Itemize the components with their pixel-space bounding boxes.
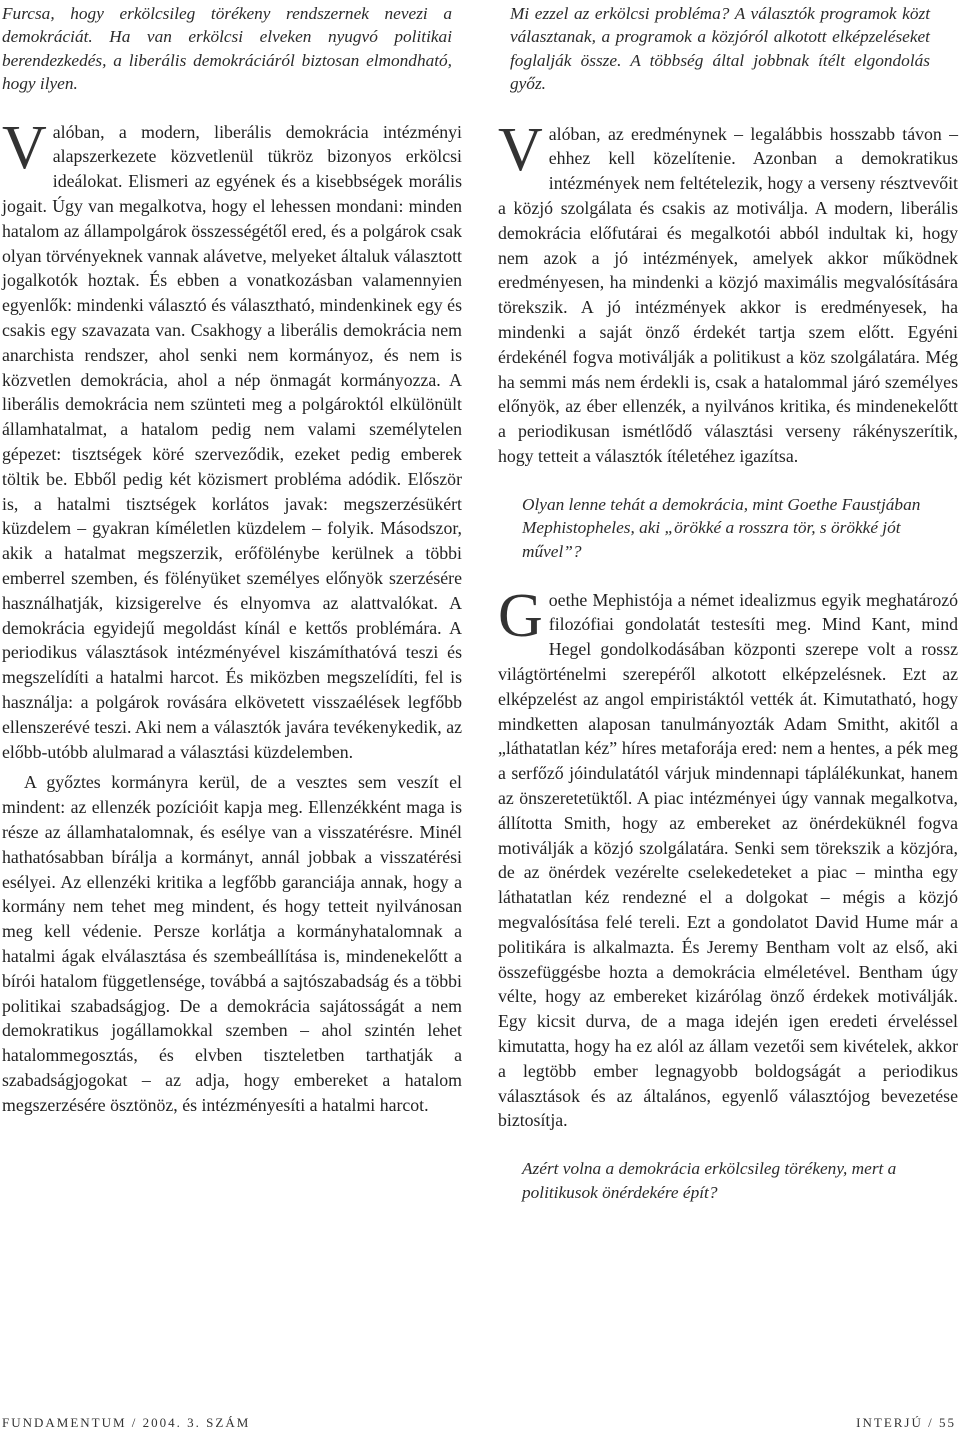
question: Olyan lenne tehát a demokrácia, mint Goethe Faustjában Mephistopheles, aki „örökké a rosszra tör, s örökké jót művel”? xyxy=(522,494,921,561)
left-column xyxy=(2,2,462,1118)
answer-text: oethe Mephistója a német idealizmus egyik meghatározó filozófiai gondolatát testesíti meg. Mind Kant, mind Hegel gondolkodásában központi szerepe volt a rossz világtörténelmi szerepéről alkotott elképzelésnek. Ezt az elképzelést az angol empiristáktól vették át. Kimutatható, hogy mindketten alaposan tanulmányozták Adam Smitht, akitől a „láthatatlan kéz” híres metaforája ered: nem a hentes, a pék meg a serfőző jóindulatától várjuk mindennapi táplálékunkat, hanem az önszeretetüktől. A piac intézményei úgy vannak megalkotva, állította Smith, hogy az embereket az önérdeküknél fogva motiválják a közjó szolgálatára. Senki sem törekszik a közjóra, de az önérdek vezérelte cselekedeteket a piac – mintha egy láthatatlan kéz rendezné el a dolgokat – mégis a közjó megvalósítása felé tereli. Ezt a gondolatot David Hume már a politikára is alkalmazta. És Jeremy Bentham volt az első, aki összefüggésbe hozta a demokrácia elméletével. Bentham úgy vélte, hogy az embereket kizárólag önző érdekek motiválják. Egy kicsit durva, de a maga idején igen eredeti érveléssel kimutatta, hogy ha ez alól az állam vezetői sem kivételek, akkor a legtöbb ember legnagyobb boldogságát a periodikus választások és az általános, egyenlő választójog bevezetése biztosítja. xyxy=(498,589,958,1131)
right-column xyxy=(498,2,958,1204)
answer-text: alóban, a modern, liberális demokrácia intézményi alapszerkezete közvetlenül tükröz bizonyos erkölcsi ideálokat. Elismeri az egyének és a kisebbségek morális jogait. Úgy van megalkotva, hogy el lehessen mondani: minden hatalom az állampolgárok összességétől ered, és a polgárok csak olyan törvényeknek vannak alávetve, melyeket általuk választott jogalkotók hoztak. És ebben a vonatkozásban valamennyien egyenlők: mindenki választó és választható, mindenkinek egy és csakis egy szavazata van. Csakhogy a liberális demokrácia nem anarchista rendszer, ahol senki nem kormányoz, és nem is közvetlen demokrácia, ahol a nép önmagát kormányozza. A liberális demokrácia nem szünteti meg a polgároktól elkülönült államhatalmat, a hatalom pedig nem valami személytelen gépezet: tisztségek köré szerveződik, ezeket pedig emberek töltik be. Ebből pedig két közismert probléma adódik. Először is, a hatalmi tisztségek korlátos javak: megszerzésükért küzdelem – gyakran kíméletlen küzdelem – folyik. Másodszor, akik a hatalmat megszerzik, erőfölénybe kerülnek a többi emberrel szemben, és fölényüket személyes előnyök szerzésére használhatják, kizsigerelve és elnyomva az alattvalókat. A demokrácia egyidejű megoldást kínál e kettős problémára. A periodikus választások intézményével kiszámíthatóvá teszi és megszelídíti a hatalmi harcot. És miközben megszelídíti, fel is használja: a polgárok rovására elkövetett visszaélések legfőbb ellenszerévé teszi. Aki nem a választók javára tevékenykedik, az előbb-utóbb alulmarad a választási küzdelemben. xyxy=(2,121,462,762)
answer-text: alóban, az eredménynek – legalábbis hosszabb távon – ehhez kell közelítenie. Azonban a demokratikus intézmények nem feltételezik, hogy a verseny résztvevőit a közjó szolgálata és csakis az motiválja. A modern, liberális demokrácia előfutárai és megalkotói abból indultak ki, hogy nem azok a jó intézmények, amelyek akkor működnek eredményesen, ha mindenki a közjó maximális megvalósítására törekszik. A jó intézmények akkor is eredményesek, ha mindenki a saját önző érdekét tartja szem előtt. Egyéni érdekénél fogva motiválják a politikust a köz szolgálatára. Még ha semmi más nem érdekli is, csak a hatalommal járó személyes előnyök, az éber ellenzék, a nyilvános kritika, és mindenekelőtt a periodikusan ismétlődő választási verseny rákényszerítik, hogy tetteit a választók ítéletéhez igazítsa. xyxy=(498,123,958,466)
answer-paragraph xyxy=(498,115,958,469)
question: Azért volna a demokrácia erkölcsileg törékeny, mert a politikusok önérdekére épít? xyxy=(522,1159,897,1202)
drop-cap: V xyxy=(2,113,47,182)
answer-paragraph xyxy=(2,113,462,765)
footer-journal: FUNDAMENTUM / 2004. 3. SZÁM xyxy=(2,1415,251,1430)
intro-question: Furcsa, hogy erkölcsileg törékeny rendszernek nevezi a demokráciát. Ha van erkölcsi elveken nyugvó politikai berendezkedés, a liberális demokráciáról biztosan elmondható, hogy ilyen. xyxy=(2,4,452,94)
drop-cap: G xyxy=(498,581,543,650)
answer-paragraph-2: A győztes kormányra kerül, de a vesztes sem veszít el mindent: az ellenzék pozícióit kapja meg. Ellenzékként maga is része az államhatalomnak, és esélye van a visszatérésre. Minél hathatósabban bírálja a kormányt, annál jobbak a visszatérési esélyei. Az ellenzéki kritika a legfőbb garanciája annak, hogy a kormány nem tehet meg mindent, és hogy tetteit nyilvánosan meg kell védenie. Persze korlátja a kormányhatalomnak a hatalmi ágak elválasztása és szembeállítása is, mindenekelőtt a bírói hatalom függetlensége, továbbá a sajtószabadság és a többi politikai szabadságjog. De a demokrácia sajátosságát a nem demokratikus jogállamokkal szemben – ahol szintén lehet hatalommegosztás, és elvben tiszteletben tarthatják a szabadságjogokat – az adja, hogy embereket a hatalom megszerzésére ösztönöz, és intézményesíti a hatalmi harcot. xyxy=(2,772,462,1115)
answer-paragraph-2 xyxy=(498,581,958,1134)
drop-cap: V xyxy=(498,115,543,184)
footer-page-number: INTERJÚ / 55 xyxy=(856,1415,956,1430)
intro-question: Mi ezzel az erkölcsi probléma? A választók programok közt választanak, a programok a közjóról alkotott elképzeléseket foglalják össze. A többség által jobbnak ítélt elgondolás győz. xyxy=(510,4,930,94)
